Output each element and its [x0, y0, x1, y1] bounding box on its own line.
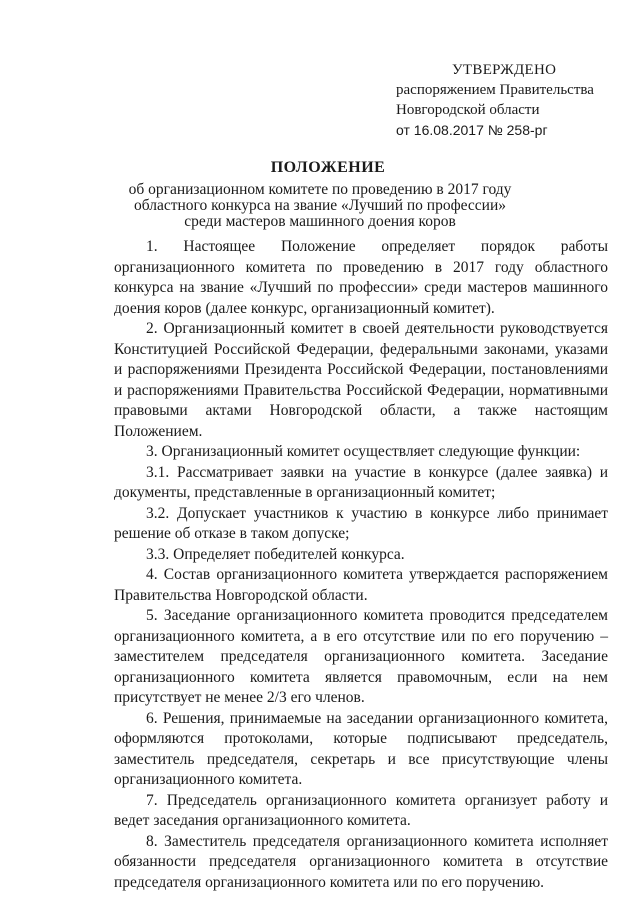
paragraph-3-3: 3.3. Определяет победителей конкурса. [146, 545, 405, 563]
approval-line-1: распоряжением Правительства [396, 82, 594, 98]
paragraph-7: 7. Председатель организационного комитета организует работу и ведет заседания организационного комитета. [114, 791, 608, 829]
approval-title: УТВЕРЖДЕНО [452, 62, 557, 78]
document-subtitle-line-1: об организационном комитете по проведению в 2017 году [128, 181, 512, 198]
paragraph-2: 2. Организационный комитет в своей деятельности руководствуется Конституцией Российской Федерации, федеральными законами, указами и распоряжениями Президента Российской Федерации, постановлениями и распоряжениями Правительства Российской Федерации, нормативными правовыми актами Новгородской области, а также настоящим Положением. [114, 320, 608, 440]
paragraph-3: 3. Организационный комитет осуществляет следующие функции: [146, 443, 581, 460]
document-body [114, 237, 608, 893]
approval-line-2: Новгородской области [396, 102, 540, 118]
paragraph-5: 5. Заседание организационного комитета проводится председателем организационного комитета, а в его отсутствие или по его поручению – заместителем председателя организационного комитета. Заседание организационного комитета является правомочным, если на нем присутствует не менее 2/3 его членов. [114, 607, 608, 706]
document-subtitle-line-3: среди мастеров машинного доения коров [184, 213, 456, 230]
paragraph-8: 8. Заместитель председателя организационного комитета исполняет обязанности председателя организационного комитета в отсутствие председателя организационного комитета или по его поручению. [114, 832, 608, 891]
approval-block [396, 60, 594, 140]
paragraph-3-1: 3.1. Рассматривает заявки на участие в конкурсе (далее заявка) и документы, представленные в организационный комитет; [114, 463, 608, 501]
approval-date: от 16.08.2017 № 258-рг [396, 122, 548, 138]
paragraph-3-2: 3.2. Допускает участников к участию в конкурсе либо принимает решение об отказе в таком допуске; [114, 504, 608, 542]
document-subtitle-line-2: областного конкурса на звание «Лучший по профессии» [133, 197, 507, 214]
document-heading [0, 160, 640, 230]
paragraph-4: 4. Состав организационного комитета утверждается распоряжением Правительства Новгородской области. [114, 566, 608, 604]
paragraph-6: 6. Решения, принимаемые на заседании организационного комитета, оформляются протоколами, которые подписывают председатель, заместитель председателя, секретарь и все присутствующие члены организационного комитета. [114, 709, 608, 788]
paragraph-1: 1. Настоящее Положение определяет порядок работы организационного комитета по проведению в 2017 году областного конкурса на звание «Лучший по профессии» среди мастеров машинного доения коров (далее конкурс, организационный комитет). [114, 238, 608, 317]
document-title: ПОЛОЖЕНИЕ [270, 159, 386, 176]
